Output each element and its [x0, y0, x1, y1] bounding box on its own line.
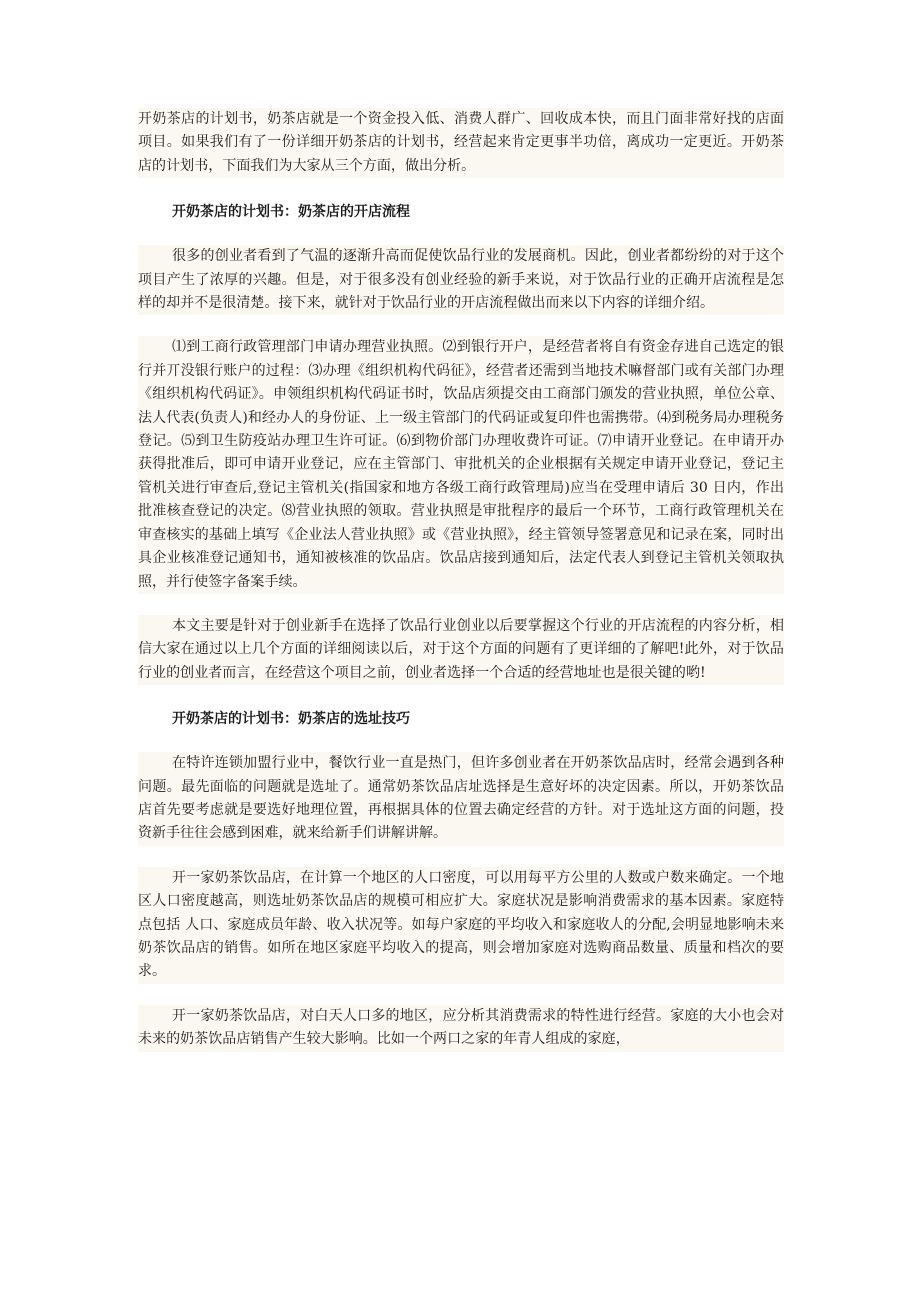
intro-paragraph: 开奶茶店的计划书，奶茶店就是一个资金投入低、消费人群广、回收成本快，而且门面非常好找的店面项目。如果我们有了一份详细开奶茶店的计划书，经营起来肯定更事半功倍，离成功一定更近。开奶茶店的计划书，下面我们为大家从三个方面，做出分析。 — [138, 108, 784, 178]
paragraph-market-opportunity: 很多的创业者看到了气温的逐渐升高而促使饮品行业的发展商机。因此，创业者都纷纷的对于这个项目产生了浓厚的兴趣。但是，对于很多没有创业经验的新手来说，对于饮品行业的正确开店流程是怎样的却并不是很清楚。接下来，就针对于饮品行业的开店流程做出而来以下内容的详细介绍。 — [138, 245, 784, 315]
paragraph-summary: 本文主要是针对于创业新手在选择了饮品行业创业以后要掌握这个行业的开店流程的内容分析，相信大家在通过以上几个方面的详细阅读以后，对于这个方面的问题有了更详细的了解吧!此外，对于饮品行业的创业者而言，在经营这个项目之前，创业者选择一个合适的经营地址也是很关键的哟! — [138, 615, 784, 685]
paragraph-population-density: 开一家奶茶饮品店，在计算一个地区的人口密度，可以用每平方公里的人数或户数来确定。一个地区人口密度越高，则选址奶茶饮品店的规模可相应扩大。家庭状况是影响消费需求的基本因素。家庭特点包括 人口、家庭成员年龄、收入状况等。如每户家庭的平均收入和家庭收人的分配,会明显地影响未来奶茶饮品店的销售。如所在地区家庭平均收入的提高，则会增加家庭对选购商品数量、质量和档次的要求。 — [138, 867, 784, 984]
section-heading-site-selection: 开奶茶店的计划书：奶茶店的选址技巧 — [172, 711, 410, 728]
paragraph-registration-steps: ⑴到工商行政管理部门申请办理营业执照。⑵到银行开户，是经营者将自有资金存进自己选定的银行并丌没银行账户的过程：⑶办理《组织机构代码征》，经营者还需到当地技术嘛督部门或有关部门办理《组织机构代码证》。申领组织机构代码证书时，饮品店须提交由工商部门颁发的营业执照，单位公章、法人代表(负责人)和经办人的身份证、上一级主管部门的代码证或复印件也需携带。⑷到税务局办理税务登记。⑸到卫生防疫站办理卫生许可证。⑹到物价部门办理收费许可证。⑺申请开业登记。在申请开办获得批准后，即可申请开业登记，应在主管部门、审批机关的企业根据有关规定申请开业登记，登记主管机关进行审查后,登记主管机关(指国家和地方各级工商行政管理局)应当在受理申请后 30 日内，作出批准核查登记的决定。⑻营业执照的领取。营业执照是审批程序的最后一个环节，工商行政管理机关在审查核实的基础上填写《企业法人营业执照》或《营业执照》，经主管领导签署意见和记录在案，同时出具企业核准登记通知书，通知被核准的饮品店。饮品店接到通知后，法定代表人到登记主管机关领取执照，并行使签字备案手续。 — [138, 336, 784, 593]
paragraph-site-selection-intro: 在特许连锁加盟行业中，餐饮行业一直是热门，但许多创业者在开奶茶饮品店时，经常会遇到各种问题。最先面临的问题就是选址了。通常奶茶饮品店址选择是生意好坏的决定因素。所以，开奶茶饮品店首先要考虑就是要选好地理位置，再根据具体的位置去确定经营的方针。对于选址这方面的问题，投资新手往往会感到困难，就来给新手们讲解讲解。 — [138, 752, 784, 846]
document-body — [138, 108, 784, 1052]
section-heading-opening-process: 开奶茶店的计划书：奶茶店的开店流程 — [172, 204, 410, 221]
paragraph-daytime-population: 开一家奶茶饮品店，对白天人口多的地区，应分析其消费需求的特性进行经营。家庭的大小也会对未来的奶茶饮品店销售产生较大影响。比如一个两口之家的年青人组成的家庭， — [138, 1005, 784, 1052]
